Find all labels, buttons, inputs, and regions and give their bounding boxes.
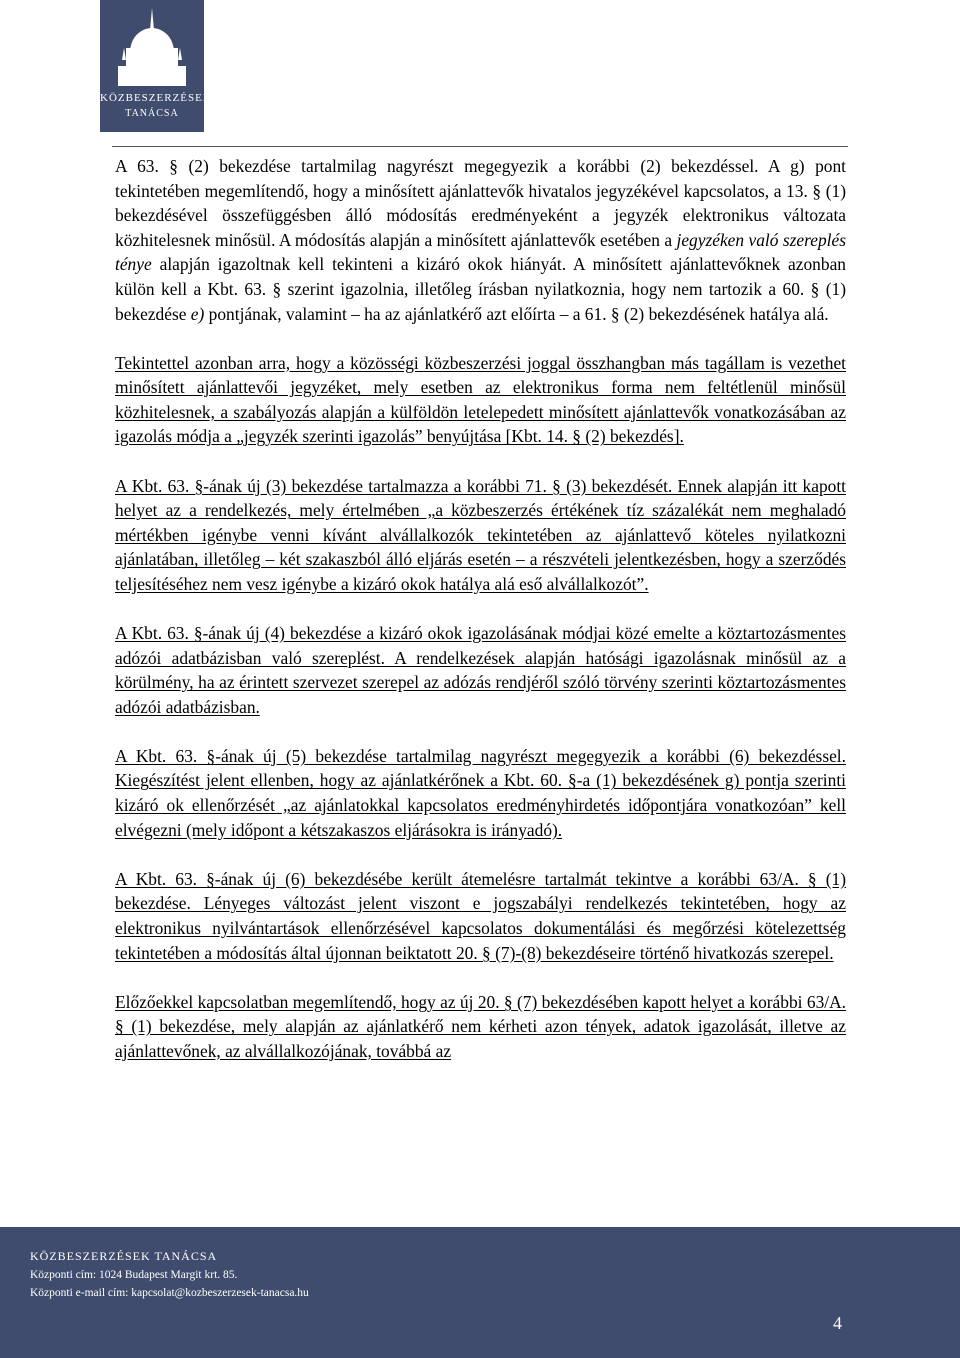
paragraph [115,990,846,1064]
text-run: pontjának, valamint – ha az ajánlatkérő azt előírta – a 61. § (2) bekezdésének hatálya alá. [204,303,829,324]
text-run: Előzőekkel kapcsolatban megemlítendő, hogy az új 20. § (7) bekezdésében kapott helyet a korábbi 63/A. § (1) bekezdése, mely alapján az ajánlatkérő nem kérheti azon tények, adatok igazolását, illetve az ajánlattevőnek, az alvállalkozójának, továbbá az [115,991,846,1061]
text-run: alapján igazoltnak kell tekinteni a kizáró okok hiányát. A minősített ajánlattevőknek azonban külön kell a Kbt. 63. § szerint igazolnia, illetőleg írásban nyilatkoznia, hogy nem tartozik a 60. § (1) bekezdése [115,254,846,324]
italic-text: e) [190,303,205,324]
text-run: Tekintettel azonban arra, hogy a közösségi közbeszerzési joggal összhangban más tagállam is vezethet minősített ajánlattevői jegyzéket, mely esetben az elektronikus forma nem feltétlenül minősül közhitelesnek, a szabályozás alapján a külföldön letelepedett minősített ajánlattevők vonatkozásában az igazolás módja a „jegyzék szerinti igazolás” benyújtása [Kbt. 14. § (2) bekezdés]. [115,352,846,447]
paragraph [115,474,846,597]
header-logo [100,0,212,132]
text-run: A Kbt. 63. §-ának új (5) bekezdése tartalmilag nagyrészt megegyezik a korábbi (6) bekezdéssel. Kiegészítést jelent ellenben, hogy az ajánlatkérőnek a Kbt. 60. §-a (1) bekezdésének g) pontja szerinti kizáró ok ellenőrzését „az ajánlatokkal kapcsolatos eredményhirdetés időpontjára vonatkozóan” kell elvégezni (mely időpont a kétszakaszos eljárásokra is irányadó). [115,745,846,840]
text-run: A Kbt. 63. §-ának új (6) bekezdésébe került átemelésre tartalmát tekintve a korábbi 63/A. § (1) bekezdése. Lényeges változást jelent viszont e jogszabályi rendelkezés tekintetében, hogy az elektronikus nyilvántartások ellenőrzésével kapcsolatos dokumentálási és megőrzési kötelezettség tekintetében a módosítás által újonnan beiktatott 20. § (7)-(8) bekezdéseire történő hivatkozás szerepel. [115,868,846,963]
footer [0,1227,960,1358]
italic-text: jegyzéken való szereplés ténye [115,229,846,275]
parliament-dome-icon [100,0,204,90]
footer-email: Központi e-mail cím: kapcsolat@kozbeszerzesek-tanacsa.hu [30,1287,309,1299]
page-number: 4 [833,1313,842,1333]
header-divider [112,146,848,147]
logo-text-line1: KÖZBESZERZÉSEK [100,92,212,104]
paragraph [115,621,846,719]
paragraph [115,867,846,965]
paragraph [115,351,846,449]
document-body [115,154,846,1088]
paragraph [115,154,846,326]
text-run: A Kbt. 63. §-ának új (3) bekezdése tartalmazza a korábbi 71. § (3) bekezdését. Ennek alapján itt kapott helyet az a rendelkezés, mely értelmében „a közbeszerzés értékének tíz százalékát nem meghaladó mértékben igénybe venni kívánt alvállalkozók tekintetében az ajánlattevő köteles nyilatkozni ajánlatában, illetőleg – két szakaszból álló eljárás esetén – a részvételi jelentkezésben, hogy a szerződés teljesítéséhez nem vesz igénybe a kizáró okok hatálya alá eső alvállalkozót”. [115,475,846,594]
footer-address: Központi cím: 1024 Budapest Margit krt. 85. [30,1269,238,1281]
footer-organization: KÖZBESZERZÉSEK TANÁCSA [30,1249,218,1263]
paragraph [115,744,846,842]
text-run: A Kbt. 63. §-ának új (4) bekezdése a kizáró okok igazolásának módjai közé emelte a köztartozásmentes adózói adatbázisban való szereplést. A rendelkezések alapján hatósági igazolásnak minősül az a körülmény, ha az érintett szervezet szerepel az adózás rendjéről szóló törvény szerinti köztartozásmentes adózói adatbázisban. [115,623,846,717]
text-run: A 63. § (2) bekezdése tartalmilag nagyrészt megegyezik a korábbi (2) bekezdéssel. A g) pont tekintetében megemlítendő, hogy a minősített ajánlattevők hivatalos jegyzékével kapcsolatos, a 13. § (1) bekezdésével összefüggésben álló módosítás eredményeként a jegyzék elektronikus változata közhitelesnek minősül. A módosítás alapján a minősített ajánlattevők esetében a [115,156,846,250]
logo-text-line2: TANÁCSA [125,108,179,119]
